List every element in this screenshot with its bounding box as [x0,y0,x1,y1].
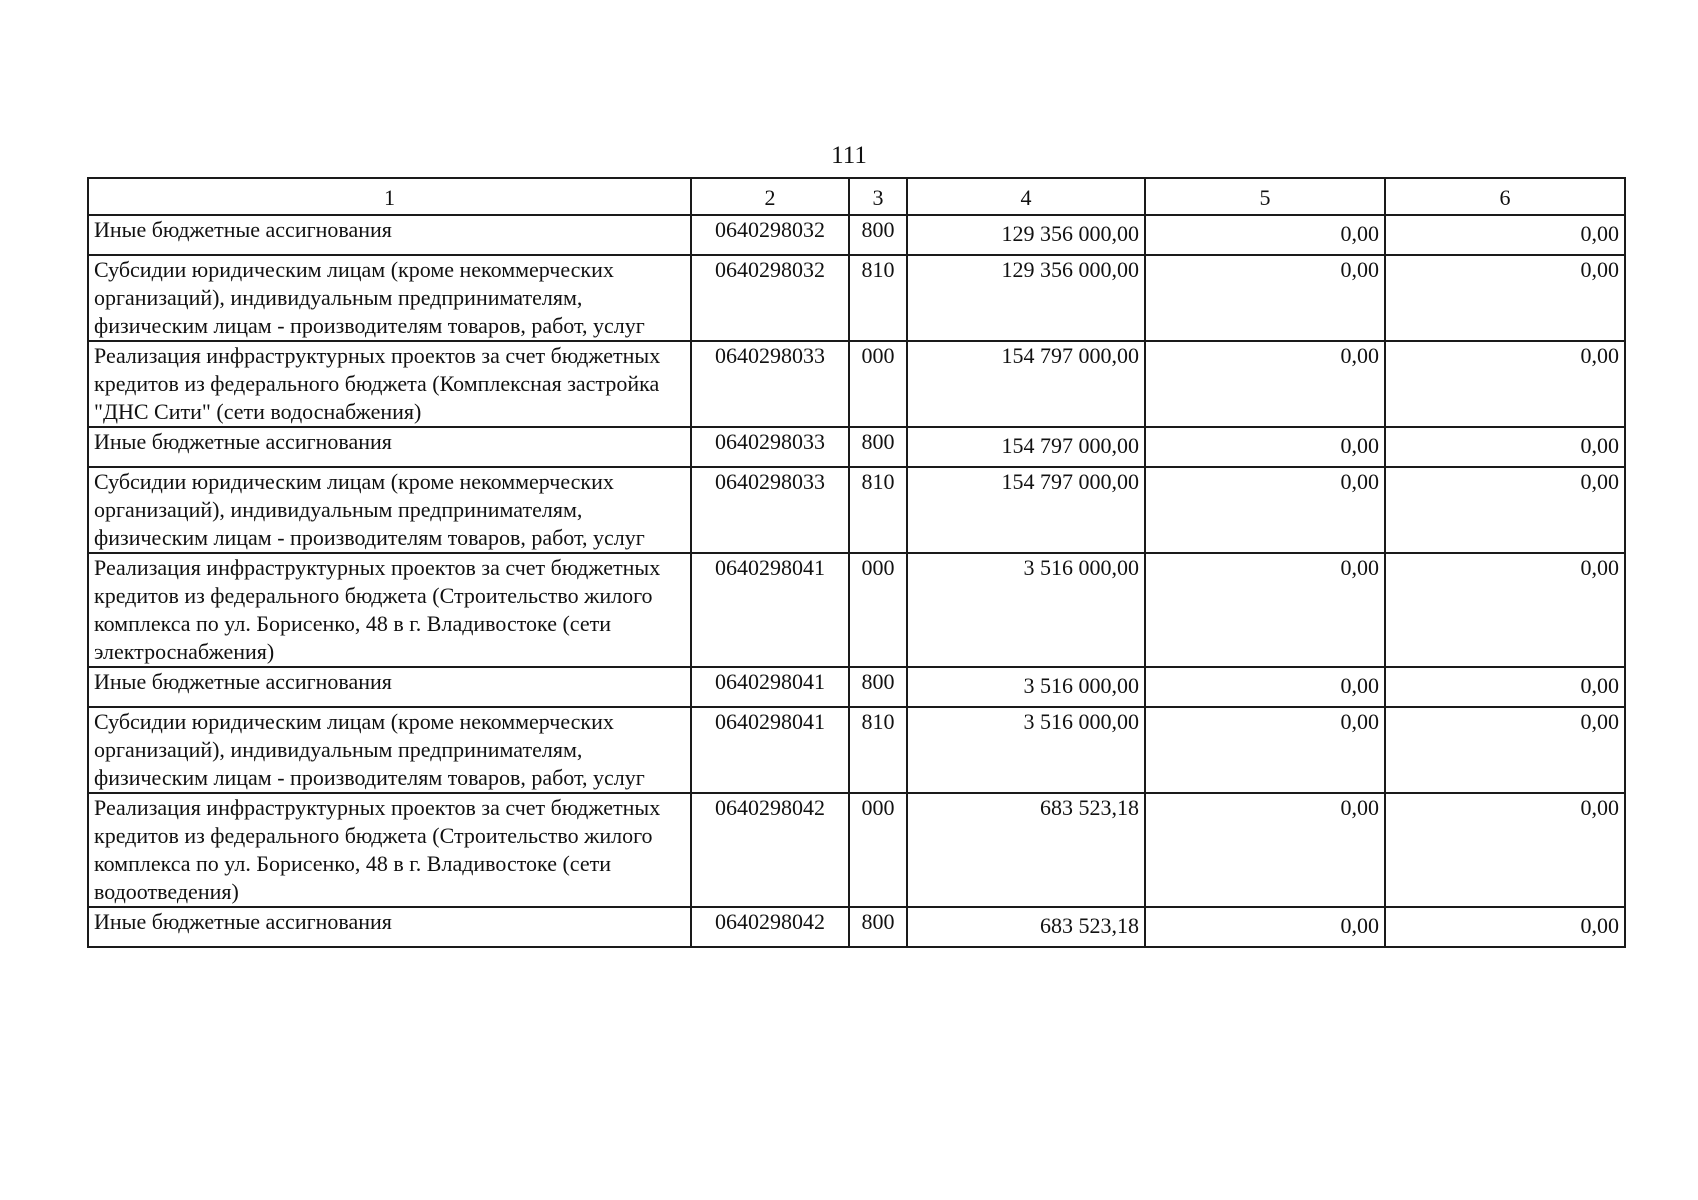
row-amount-4: 683 523,18 [907,793,1145,907]
row-amount-4: 154 797 000,00 [907,467,1145,553]
column-header-5: 5 [1145,178,1385,215]
row-amount-6: 0,00 [1385,553,1625,667]
row-amount-4: 129 356 000,00 [907,215,1145,255]
row-amount-4: 3 516 000,00 [907,553,1145,667]
column-header-1: 1 [88,178,691,215]
row-amount-6: 0,00 [1385,667,1625,707]
column-header-4: 4 [907,178,1145,215]
row-name: Иные бюджетные ассигнования [88,667,691,707]
row-name: Субсидии юридическим лицам (кроме некоммерческих организаций), индивидуальным предпринимателям, физическим лицам - производителям товаров, работ, услуг [88,707,691,793]
table-row [88,467,1625,553]
row-expense-type: 000 [849,341,907,427]
page-number: 111 [831,142,867,169]
row-code: 0640298041 [691,707,849,793]
row-expense-type: 810 [849,467,907,553]
row-amount-6: 0,00 [1385,427,1625,467]
row-code: 0640298041 [691,667,849,707]
row-name: Субсидии юридическим лицам (кроме некоммерческих организаций), индивидуальным предпринимателям, физическим лицам - производителям товаров, работ, услуг [88,255,691,341]
row-amount-6: 0,00 [1385,907,1625,947]
row-amount-5: 0,00 [1145,667,1385,707]
row-name: Реализация инфраструктурных проектов за счет бюджетных кредитов из федерального бюджета (Комплексная застройка "ДНС Сити" (сети водоснабжения) [88,341,691,427]
row-name: Иные бюджетные ассигнования [88,427,691,467]
row-expense-type: 810 [849,707,907,793]
row-amount-5: 0,00 [1145,341,1385,427]
column-header-3: 3 [849,178,907,215]
row-code: 0640298033 [691,467,849,553]
table-row [88,341,1625,427]
row-amount-4: 683 523,18 [907,907,1145,947]
table-row [88,255,1625,341]
table-row [88,793,1625,907]
row-amount-4: 3 516 000,00 [907,667,1145,707]
row-amount-5: 0,00 [1145,793,1385,907]
table-row [88,215,1625,255]
row-name: Иные бюджетные ассигнования [88,907,691,947]
budget-table [87,177,1626,948]
row-name: Реализация инфраструктурных проектов за счет бюджетных кредитов из федерального бюджета (Строительство жилого комплекса по ул. Борисенко, 48 в г. Владивостоке (сети водоотведения) [88,793,691,907]
row-amount-6: 0,00 [1385,341,1625,427]
row-amount-5: 0,00 [1145,707,1385,793]
row-amount-4: 129 356 000,00 [907,255,1145,341]
row-amount-4: 154 797 000,00 [907,427,1145,467]
row-expense-type: 000 [849,793,907,907]
column-header-6: 6 [1385,178,1625,215]
row-name: Иные бюджетные ассигнования [88,215,691,255]
row-amount-4: 154 797 000,00 [907,341,1145,427]
row-code: 0640298041 [691,553,849,667]
row-amount-5: 0,00 [1145,215,1385,255]
row-name: Субсидии юридическим лицам (кроме некоммерческих организаций), индивидуальным предпринимателям, физическим лицам - производителям товаров, работ, услуг [88,467,691,553]
row-code: 0640298042 [691,907,849,947]
row-amount-5: 0,00 [1145,255,1385,341]
column-header-2: 2 [691,178,849,215]
row-code: 0640298033 [691,427,849,467]
row-expense-type: 800 [849,907,907,947]
row-amount-6: 0,00 [1385,467,1625,553]
row-amount-6: 0,00 [1385,707,1625,793]
table-row [88,667,1625,707]
row-expense-type: 000 [849,553,907,667]
row-expense-type: 800 [849,215,907,255]
table-header-row [88,178,1625,215]
row-code: 0640298032 [691,255,849,341]
row-amount-6: 0,00 [1385,255,1625,341]
table-row [88,907,1625,947]
row-amount-5: 0,00 [1145,553,1385,667]
row-amount-6: 0,00 [1385,793,1625,907]
row-name: Реализация инфраструктурных проектов за счет бюджетных кредитов из федерального бюджета (Строительство жилого комплекса по ул. Борисенко, 48 в г. Владивостоке (сети электроснабжения) [88,553,691,667]
row-amount-5: 0,00 [1145,907,1385,947]
row-code: 0640298042 [691,793,849,907]
row-code: 0640298033 [691,341,849,427]
row-expense-type: 800 [849,427,907,467]
table-row [88,707,1625,793]
row-amount-5: 0,00 [1145,427,1385,467]
row-expense-type: 800 [849,667,907,707]
row-amount-6: 0,00 [1385,215,1625,255]
table-row [88,427,1625,467]
row-expense-type: 810 [849,255,907,341]
table-row [88,553,1625,667]
row-amount-5: 0,00 [1145,467,1385,553]
row-code: 0640298032 [691,215,849,255]
row-amount-4: 3 516 000,00 [907,707,1145,793]
